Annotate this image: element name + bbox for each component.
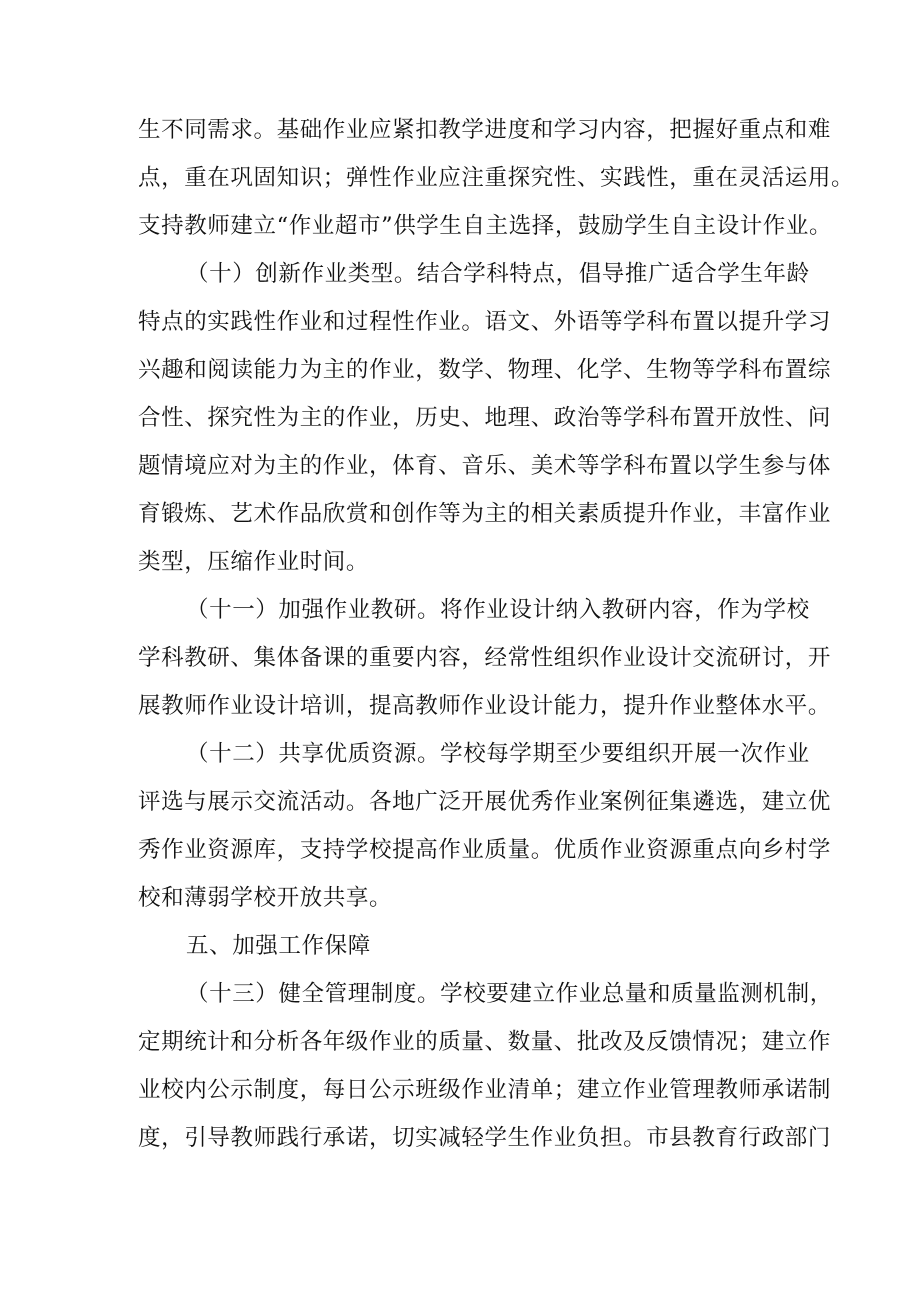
text-line: 度，引导教师践行承诺，切实减轻学生作业负担。市县教育行政部门 — [138, 1125, 832, 1151]
text-line: 评选与展示交流活动。各地广泛开展优秀作业案例征集遴选，建立优 — [138, 789, 832, 815]
paragraph-heading-13: （十三）健全管理制度。学校要建立作业总量和质量监测机制， — [186, 981, 833, 1007]
text-line: 合性、探究性为主的作业，历史、地理、政治等学科布置开放性、问 — [138, 405, 832, 431]
text-line: 秀作业资源库，支持学校提高作业质量。优质作业资源重点向乡村学 — [138, 837, 832, 863]
section-heading: 五、加强工作保障 — [186, 933, 371, 959]
text-line: 校和薄弱学校开放共享。 — [138, 885, 393, 911]
text-line: 特点的实践性作业和过程性作业。语文、外语等学科布置以提升学习 — [138, 309, 832, 335]
paragraph-heading-12: （十二）共享优质资源。学校每学期至少要组织开展一次作业 — [186, 741, 810, 767]
text-line: 业校内公示制度，每日公示班级作业清单；建立作业管理教师承诺制 — [138, 1077, 832, 1103]
text-line: 展教师作业设计培训，提高教师作业设计能力，提升作业整体水平。 — [138, 693, 832, 719]
paragraph-heading-11: （十一）加强作业教研。将作业设计纳入教研内容，作为学校 — [186, 597, 810, 623]
text-line: 类型，压缩作业时间。 — [138, 549, 370, 575]
text-line: 生不同需求。基础作业应紧扣教学进度和学习内容，把握好重点和难 — [138, 117, 832, 143]
text-line: 定期统计和分析各年级作业的质量、数量、批改及反馈情况；建立作 — [138, 1029, 832, 1055]
text-line: 点，重在巩固知识；弹性作业应注重探究性、实践性，重在灵活运用。 — [138, 165, 855, 191]
text-line: 学科教研、集体备课的重要内容，经常性组织作业设计交流研讨，开 — [138, 645, 832, 671]
text-line: 题情境应对为主的作业，体育、音乐、美术等学科布置以学生参与体 — [138, 453, 832, 479]
paragraph-heading-10: （十）创新作业类型。结合学科特点，倡导推广适合学生年龄 — [186, 261, 810, 287]
text-line: 育锻炼、艺术作品欣赏和创作等为主的相关素质提升作业，丰富作业 — [138, 501, 832, 527]
text-line: 兴趣和阅读能力为主的作业，数学、物理、化学、生物等学科布置综 — [138, 357, 832, 383]
text-line: 支持教师建立“作业超市”供学生自主选择，鼓励学生自主设计作业。 — [138, 213, 833, 239]
